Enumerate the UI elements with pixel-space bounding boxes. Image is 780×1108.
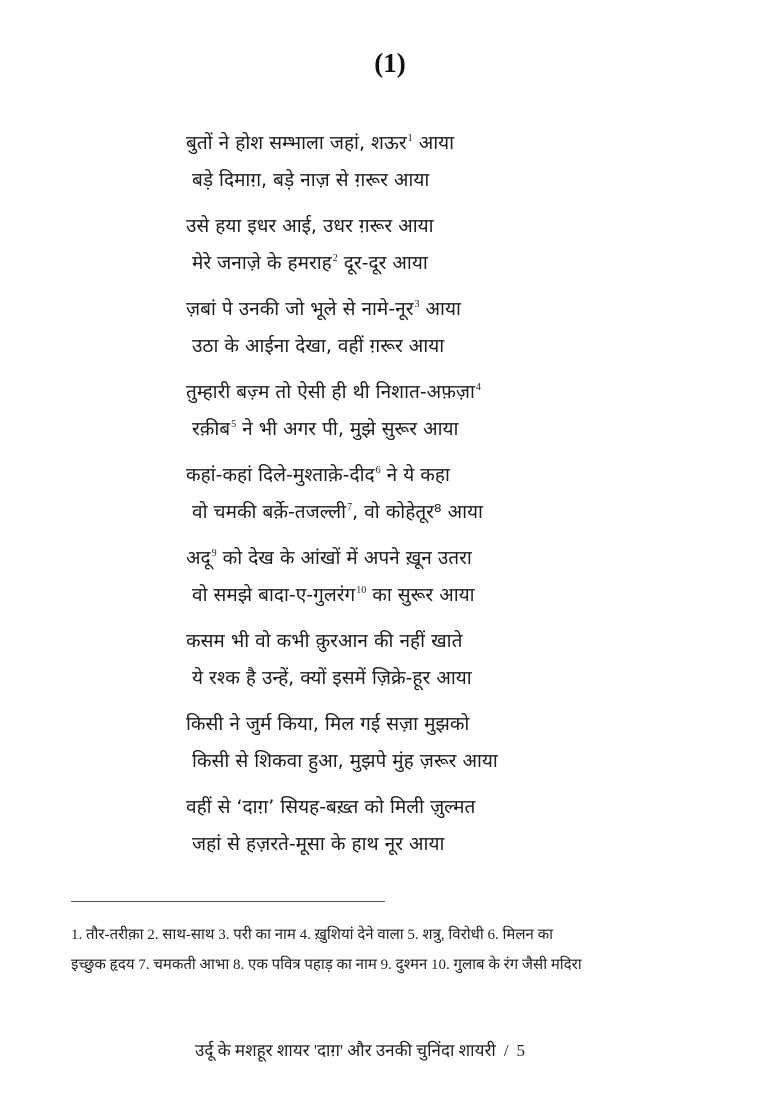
couplet-8 [186,706,706,779]
verse-text: वहीं से ‘दाग़’ सियह-बख़्त को मिली ज़ुल्मत [186,796,476,818]
footnote-divider [71,901,385,902]
couplet-9 [186,789,706,862]
book-title: उर्दू के मशहूर शायर 'दाग़' और उनकी चुनिंदा शायरी [195,1041,496,1060]
verse-text: अदू [186,547,211,569]
footnote-ref: 7 [347,501,353,513]
footnote-ref: 1 [407,133,413,144]
couplet-1 [186,125,706,198]
verse-line [186,245,706,282]
page-number: 5 [516,1041,526,1060]
verse-text: मेरे जनाज़े के हमराह [192,251,332,274]
verse-line [186,494,706,531]
verse-text: तुम्हारी बज़्म तो ऐसी ही थी निशात-अफ़ज़ा [186,381,475,403]
footnote-ref: 2 [332,252,338,264]
verse-text: ज़बां पे उनकी जो भूले से नामे-नूर [186,298,414,320]
verse-text: किसी से शिकवा हुआ, मुझपे मुंह ज़रूर आया [192,749,498,772]
verse-text: ने ये कहा [380,464,450,486]
verse-line [186,660,706,697]
footnote-ref: 4 [475,382,481,393]
verse-text: आया [412,132,455,154]
verse-line [186,540,706,577]
verse-text: ने भी अगर पी, मुझे सुरूर आया [236,417,459,440]
couplet-4 [186,374,706,447]
couplet-7 [186,623,706,696]
couplet-2 [186,208,706,281]
verse-text: बुतों ने होश सम्भाला जहां, शऊर [186,132,407,154]
verse-text: दूर-दूर आया [337,251,428,274]
verse-line [186,706,706,743]
footnotes [71,920,731,980]
verse-text: किसी ने जुर्म किया, मिल गई सज़ा मुझको [186,713,470,735]
verse-line [186,125,706,162]
page-footer [195,1038,525,1061]
verse-text: कहां-कहां दिले-मुश्ताक़े-दीद [186,464,375,486]
ghazal-body [186,125,706,872]
verse-line [186,826,706,863]
verse-text: वो चमकी बर्क़े-तजल्ली [192,500,347,523]
couplet-6 [186,540,706,613]
verse-text: वो समझे बादा-ए-गुलरंग [192,583,356,606]
verse-text: , वो कोहेतूर⁸ आया [352,500,483,523]
verse-line [186,411,706,448]
footer-separator: / [503,1041,509,1060]
footnote-ref: 10 [356,584,367,596]
verse-line [186,291,706,328]
footnote-ref: 9 [211,548,217,559]
verse-line [186,162,706,199]
footnote-ref: 6 [375,465,381,476]
verse-text: उठा के आईना देखा, वहीं ग़रूर आया [192,334,445,357]
footnote-ref: 5 [231,418,237,430]
couplet-5 [186,457,706,530]
verse-text: जहां से हज़रते-मूसा के हाथ नूर आया [192,832,445,855]
verse-text: को देख के आंखों में अपने ख़ून उतरा [216,547,472,569]
verse-line [186,374,706,411]
footnote-line: इच्छुक हृदय 7. चमकती आभा 8. एक पवित्र पहाड़ का नाम 9. दुश्मन 10. गुलाब के रंग जैसी मदिरा [71,957,582,973]
verse-text: रक़ीब [192,417,231,440]
verse-text: बड़े दिमाग़, बड़े नाज़ से ग़रूर आया [192,168,430,191]
verse-text: आया [419,298,461,320]
verse-line [186,623,706,660]
verse-line [186,743,706,780]
verse-text: ये रश्क है उन्हें, क्यों इसमें ज़िक्रे-हूर आया [192,666,472,689]
verse-line [186,577,706,614]
verse-text: कसम भी वो कभी क़ुरआन की नहीं खाते [186,630,463,652]
verse-line [186,328,706,365]
verse-line [186,457,706,494]
verse-line [186,208,706,245]
verse-text: का सुरूर आया [366,583,475,606]
verse-text: उसे हया इधर आई, उधर ग़रूर आया [186,215,434,237]
footnote-ref: 3 [414,299,420,310]
footnote-line: 1. तौर-तरीक़ा 2. साथ-साथ 3. परी का नाम 4. ख़ुशियां देने वाला 5. शत्रु, विरोधी 6. मिलन का [71,927,553,943]
verse-line [186,789,706,826]
couplet-3 [186,291,706,364]
ghazal-number-heading: (1) [374,48,406,78]
